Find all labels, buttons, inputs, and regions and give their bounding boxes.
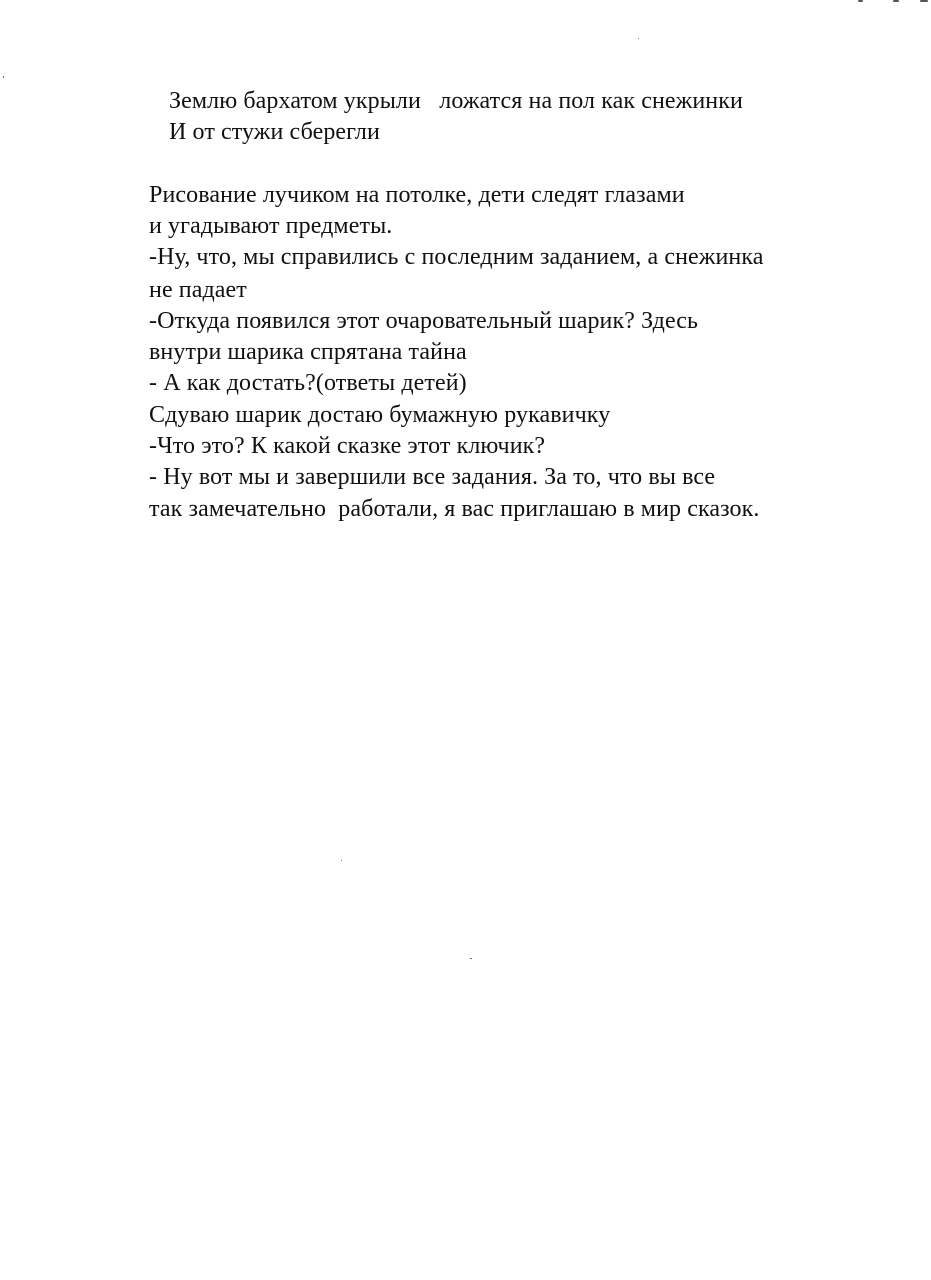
scan-speck <box>3 76 4 78</box>
prose-line-9: -Что это? К какой сказке этот ключик? <box>149 433 546 459</box>
prose-line-3: -Ну, что, мы справились с последним заданием, а снежинка <box>149 244 764 270</box>
prose-line-2: и угадывают предметы. <box>149 213 393 239</box>
prose-line-6: внутри шарика спрятана тайна <box>149 339 467 365</box>
prose-line-10: - Ну вот мы и завершили все задания. За то, что вы все <box>149 464 716 490</box>
scan-speck <box>638 38 639 39</box>
scan-speck <box>920 0 928 2</box>
scan-speck <box>341 860 342 861</box>
prose-line-8: Сдуваю шарик достаю бумажную рукавичку <box>149 402 611 428</box>
scan-speck <box>893 0 899 2</box>
verse-line-2: И от стужи сберегли <box>169 119 380 145</box>
scan-speck <box>470 958 472 959</box>
verse-line-1: Землю бархатом укрыли ложатся на пол как снежинки <box>169 88 743 114</box>
scan-speck <box>858 0 863 2</box>
prose-line-7: - А как достать?(ответы детей) <box>149 370 467 396</box>
prose-line-11: так замечательно работали, я вас приглашаю в мир сказок. <box>149 496 760 522</box>
prose-line-4: не падает <box>149 277 247 303</box>
prose-line-1: Рисование лучиком на потолке, дети следят глазами <box>149 182 685 208</box>
prose-line-5: -Откуда появился этот очаровательный шарик? Здесь <box>149 308 699 334</box>
